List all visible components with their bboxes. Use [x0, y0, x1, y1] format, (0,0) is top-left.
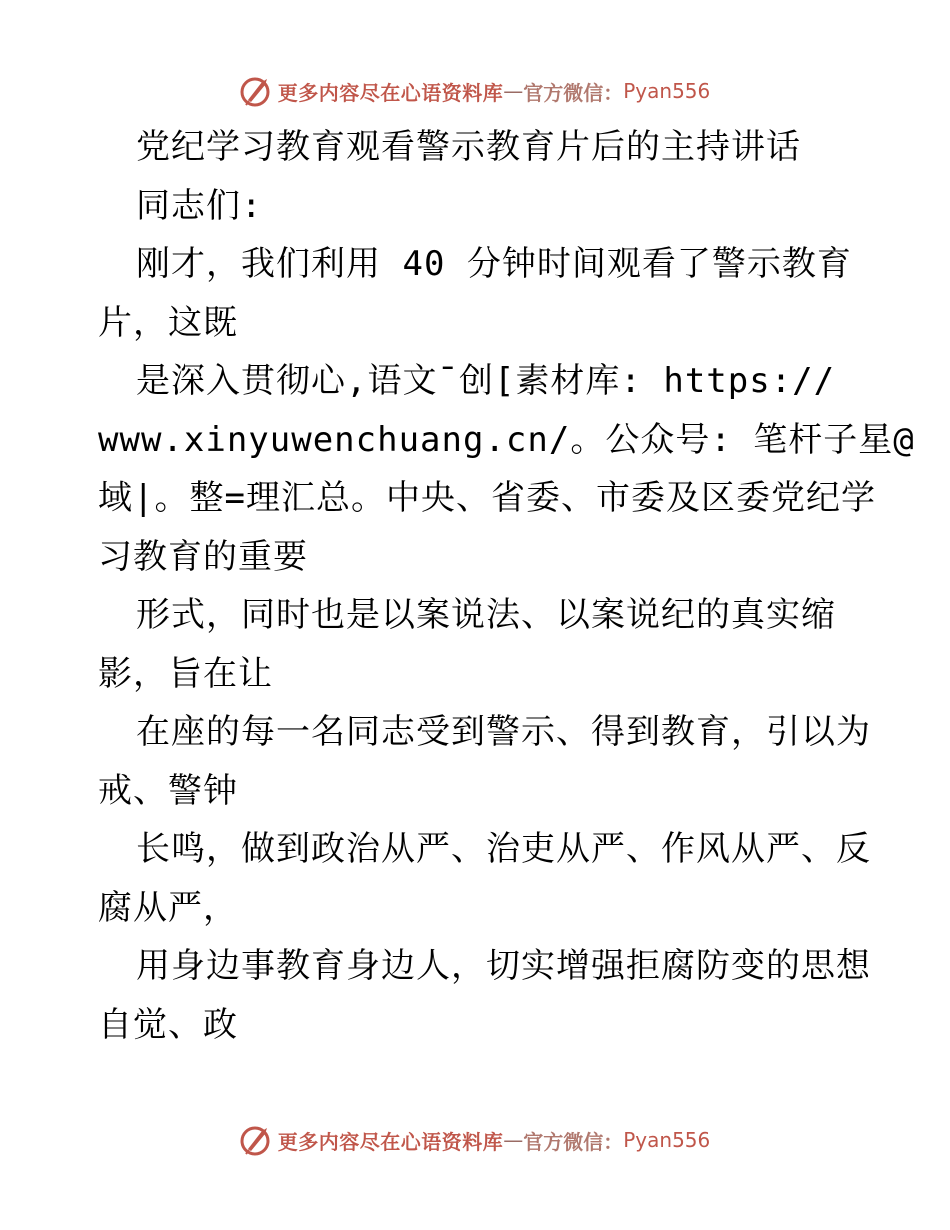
banner-official-label: 官方微信： [523, 80, 624, 105]
banner-wechat-id: Pyan556 [623, 1128, 711, 1152]
paragraph-line: 腐从严， [98, 887, 238, 928]
paragraph-line: 戒、警钟 [98, 770, 238, 811]
document-title: 党纪学习教育观看警示教育片后的主持讲话 [136, 127, 801, 167]
pen-logo-icon [240, 1123, 274, 1157]
paragraph-line: 刚才，我们利用 40 分钟时间观看了警示教育 [136, 244, 852, 284]
header-banner [0, 71, 950, 111]
paragraph-line: 片，这既 [98, 302, 238, 343]
banner-dash: — [503, 1128, 524, 1152]
banner-library-text: 更多内容尽在心语资料库 [277, 80, 504, 105]
paragraph-line: 域|。整=理汇总。中央、省委、市委及区委党纪学 [98, 478, 876, 518]
paragraph-line: 是深入贯彻心,语文¯创[素材库: https:// [136, 361, 836, 401]
banner-wechat-id: Pyan556 [623, 79, 711, 103]
paragraph-line: www.xinyuwenchuang.cn/。公众号: 笔杆子星@ [98, 419, 915, 460]
banner-official-label: 官方微信： [523, 1129, 624, 1154]
greeting: 同志们: [136, 185, 263, 226]
pen-logo-icon [240, 74, 274, 108]
paragraph-line: 影，旨在让 [98, 653, 273, 694]
paragraph-line: 习教育的重要 [98, 536, 308, 577]
paragraph-line: 在座的每一名同志受到警示、得到教育，引以为 [136, 712, 871, 752]
document-body [98, 118, 915, 1054]
footer-banner [0, 1120, 950, 1160]
banner-dash: — [503, 79, 524, 103]
paragraph-line: 自觉、政 [98, 1004, 238, 1045]
paragraph-line: 形式，同时也是以案说法、以案说纪的真实缩 [136, 595, 836, 635]
paragraph-line: 长鸣，做到政治从严、治吏从严、作风从严、反 [136, 829, 871, 869]
banner-library-text: 更多内容尽在心语资料库 [277, 1129, 504, 1154]
paragraph-line: 用身边事教育身边人，切实增强拒腐防变的思想 [136, 946, 871, 986]
